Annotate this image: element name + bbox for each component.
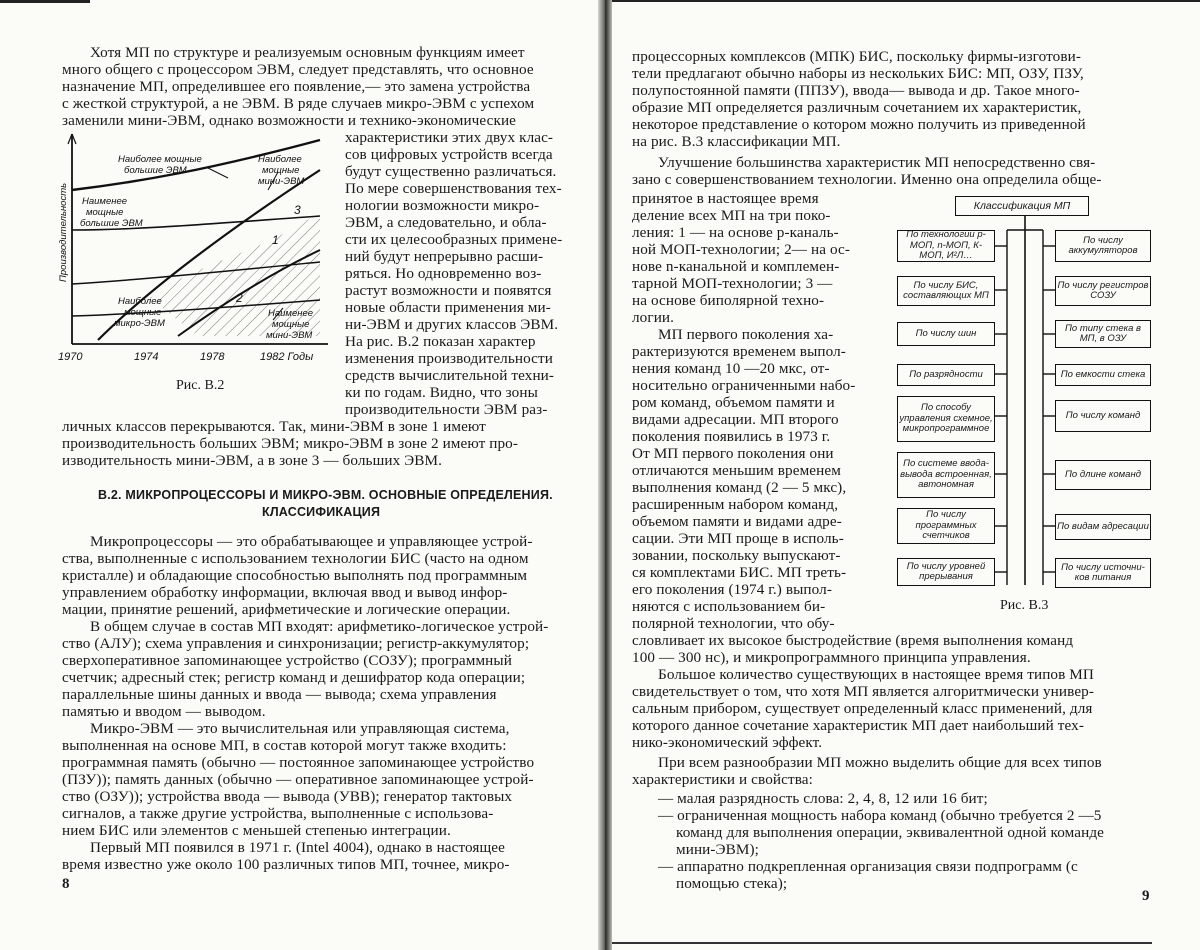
right-wrap-line: объемом памяти и видами адре-	[632, 513, 842, 530]
right-wrap-line: рактеризуются временем выпол-	[632, 343, 846, 360]
right-text-line: процессорных комплексов (МПК) БИС, поскольку фирмы-изготови-	[632, 48, 1082, 65]
left-body-line: параллельные шины данных и ввода — вывода; схема управления	[62, 686, 497, 703]
right-list-item-cont: помощью стека);	[676, 875, 788, 892]
right-wrap-line: полярной технологии, что обу-	[632, 615, 835, 632]
right-body-line: Большое количество существующих в настоящее время типов МП	[658, 666, 1094, 683]
left-body-line: управлением обработку информации, включая ввод и вывод инфор-	[62, 584, 508, 601]
left-wrap-line: средств вычислительной техни-	[345, 367, 555, 384]
left-wrap-line: новые области применения ми-	[345, 299, 551, 316]
right-wrap-line: логии.	[632, 309, 675, 326]
page-number-right: 9	[1142, 888, 1150, 904]
right-wrap-line: видами адресации. МП второго	[632, 411, 839, 428]
left-text-line: изводительность мини-ЭВМ, а в зоне 3 — больших ЭВМ.	[62, 452, 443, 469]
label-mini-top-1: Наиболее	[258, 154, 302, 165]
left-body-line: Микропроцессоры — это обрабатывающее и управляющее устрой-	[90, 533, 533, 550]
right-wrap-line: тарной МОП-технологии; 3 —	[632, 275, 833, 292]
right-wrap-line: выполнения команд (2 — 5 мкс),	[632, 479, 847, 496]
classification-right-box: По длине команд	[1055, 460, 1151, 490]
left-wrap-line: будут существенно различаться.	[345, 163, 557, 180]
left-wrap-line: На рис. В.2 показан характер	[345, 333, 536, 350]
label-mini-top-2: мощные	[262, 165, 300, 176]
right-list-item-cont: команд для выполнения операции, эквивалентной одной команде	[676, 824, 1105, 841]
left-wrap-line: растут возможности и появятся	[345, 282, 552, 299]
section-heading: В.2. МИКРОПРОЦЕССОРЫ И МИКРО-ЭВМ. ОСНОВНЫЕ ОПРЕДЕЛЕНИЯ.	[98, 488, 553, 502]
right-wrap-line: сации. Эти МП проще в исполь-	[632, 530, 844, 547]
right-text-line: некоторое представление о котором можно получить из приведенной	[632, 116, 1086, 133]
left-text-line: производительность больших ЭВМ; микро-ЭВМ в зоне 2 имеют про-	[62, 435, 518, 452]
classification-left-box: По числу программных счетчиков	[897, 508, 995, 544]
label-mini-top-3: мини-ЭВМ	[258, 176, 305, 187]
right-wrap-line: поколения появились в 1973 г.	[632, 428, 831, 445]
left-body-line: ство (ОЗУ)); устройства ввода — вывода (УВВ); генератор тактовых	[62, 788, 513, 805]
right-body-line: 100 — 300 нс), и микропрограммного принципа управления.	[632, 649, 1031, 666]
left-body-line: сигналов, а также другие устройства, выполненные с использова-	[62, 805, 494, 822]
classification-left-box: По способу управления схемное, микропрограммное	[897, 396, 995, 442]
x-tick-1978: 1978	[200, 351, 225, 363]
right-body-line: свидетельствует о том, что хотя МП является алгоритмически универ-	[632, 683, 1095, 700]
zone-2-label: 2	[236, 291, 243, 305]
right-body-line: нико-экономический эффект.	[632, 734, 823, 751]
classification-right-box: По числу аккумуляторов	[1055, 230, 1151, 262]
right-list-item: — ограниченная мощность набора команд (обычно требуется 2 —5	[658, 807, 1102, 824]
right-wrap-line: носительно ограниченными набо-	[632, 377, 856, 394]
x-tick-1970: 1970	[58, 351, 83, 363]
right-wrap-line: принятое в настоящее время	[632, 190, 819, 207]
scan-edge-top-left	[0, 0, 90, 3]
figure-b2-chart	[58, 130, 338, 370]
x-tick-1974: 1974	[134, 351, 159, 363]
left-wrap-line: По мере совершенствования тех-	[345, 180, 562, 197]
right-wrap-line: няются с использованием би-	[632, 598, 826, 615]
right-body-line: При всем разнообразии МП можно выделить общие для всех типов	[658, 754, 1102, 771]
label-big-top-1: Наиболее мощные	[118, 154, 202, 165]
left-text-line: назначение МП, определившее его появление,— это замена устройства	[62, 78, 531, 95]
label-big-low-2: мощные	[86, 207, 124, 218]
right-wrap-line: ром команд, объемом памяти и	[632, 394, 835, 411]
left-wrap-line: ний будут непрерывно расши-	[345, 248, 544, 265]
left-body-line: программная память (обычно — постоянное запоминающее устройство	[62, 754, 535, 771]
left-wrap-line: ки по годам. Видно, что зоны	[345, 384, 538, 401]
right-wrap-line: МП первого поколения ха-	[658, 326, 834, 343]
x-tick-1982: 1982 Годы	[260, 351, 314, 363]
left-body-line: памятью и вводом — выводом.	[62, 703, 266, 720]
figure-b3-caption: Рис. В.3	[1000, 598, 1049, 613]
right-wrap-line: деление всех МП на три поко-	[632, 207, 831, 224]
y-axis-label: Производительность	[58, 182, 69, 282]
right-text-line: полупостоянной памяти (ППЗУ), ввода— вывода и др. Такое много-	[632, 82, 1080, 99]
left-wrap-line: нологии возможности микро-	[345, 197, 540, 214]
label-big-low-3: большие ЭВМ	[80, 218, 143, 229]
left-body-line: Первый МП появился в 1971 г. (Intel 4004), однако в настоящее	[90, 839, 505, 856]
figure-b2-caption: Рис. В.2	[176, 378, 225, 393]
label-micro-top-2: мощные	[124, 307, 162, 318]
left-body-line: счетчик; адресный стек; регистр команд и дешифратор кода операции;	[62, 669, 526, 686]
classification-left-box: По числу шин	[897, 322, 995, 346]
classification-left-box: По технологии р-МОП, n-МОП, К-МОП, И²Л…	[897, 230, 995, 262]
classification-left-box: По системе ввода-вывода встроенная, автономная	[897, 452, 995, 498]
left-text-line: Хотя МП по структуре и реализуемым основным функциям имеет	[90, 44, 525, 61]
left-wrap-line: изменения производительности	[345, 350, 553, 367]
right-wrap-line: От МП первого поколения они	[632, 445, 834, 462]
left-body-line: ства, выполненные с использованием технологии БИС (часто на одном	[62, 550, 529, 567]
classification-left-box: По числу БИС, составляющих МП	[897, 276, 995, 306]
right-list-item: — аппаратно подкрепленная организация связи подпрограмм (с	[658, 858, 1078, 875]
left-body-line: кристалле) и обладающие способностью выполнять под программным	[62, 567, 528, 584]
right-text-line: Улучшение большинства характеристик МП непосредственно свя-	[658, 154, 1096, 171]
left-body-line: сверхоперативное запоминающее устройство (СОЗУ); программный	[62, 652, 512, 669]
book-gutter	[598, 0, 612, 950]
right-wrap-line: ся комплектами БИС. МП треть-	[632, 564, 847, 581]
label-big-low-1: Наименее	[82, 196, 128, 207]
left-wrap-line: производительности ЭВМ раз-	[345, 401, 548, 418]
label-big-top-2: большие ЭВМ	[124, 165, 187, 176]
left-wrap-line: ряться. Но одновременно воз-	[345, 265, 542, 282]
label-mini-low-3: мини-ЭВМ	[266, 330, 313, 341]
right-text-line: зано с совершенствованием технологии. Именно она определила обще-	[632, 171, 1102, 188]
scan-edge-bottom-right	[612, 942, 1152, 944]
left-body-line: В общем случае в состав МП входят: арифметико-логическое устрой-	[90, 618, 549, 635]
right-list-item: — малая разрядность слова: 2, 4, 8, 12 или 16 бит;	[658, 790, 988, 807]
label-micro-top-1: Наиболее	[118, 296, 162, 307]
right-wrap-line: ной МОП-технологии; 2— на ос-	[632, 241, 851, 258]
left-text-line: заменили мини-ЭВМ, однако возможности и технико-экономические	[62, 112, 517, 129]
left-body-line: (ПЗУ)); память данных (обычно — оперативное запоминающее устрой-	[62, 771, 534, 788]
classification-left-box: По разрядности	[897, 364, 995, 386]
label-mini-low-2: мощные	[272, 319, 310, 330]
classification-root-box: Классификация МП	[955, 196, 1089, 216]
right-body-line: которого данное сочетание характеристик МП дает наибольший тех-	[632, 717, 1085, 734]
left-wrap-line: ЭВМ, а следовательно, и обла-	[345, 214, 547, 231]
left-wrap-line: характеристики этих двух клас-	[345, 129, 554, 146]
left-body-line: ство (АЛУ); схема управления и синхронизации; регистр-аккумулятор;	[62, 635, 530, 652]
classification-right-box: По видам адресации	[1055, 514, 1151, 540]
zone-3-label: 3	[294, 203, 301, 217]
label-mini-low-1: Наименее	[268, 308, 314, 319]
left-wrap-line: сти их целесообразных примене-	[345, 231, 563, 248]
zone-1-label: 1	[272, 233, 279, 247]
page-number-left: 8	[62, 876, 70, 892]
left-body-line: выполненная на основе МП, в состав которой могут также входить:	[62, 737, 507, 754]
scan-edge-top-right	[612, 0, 1200, 2]
classification-right-box: По типу стека в МП, в ОЗУ	[1055, 320, 1151, 348]
right-wrap-line: нения команд 10 —20 мкс, от-	[632, 360, 830, 377]
right-text-line: образие МП определяется различным сочетанием их характеристик,	[632, 99, 1082, 116]
right-wrap-line: ления: 1 — на основе р-каналь-	[632, 224, 839, 241]
right-wrap-line: на основе биполярной техно-	[632, 292, 825, 309]
left-text-line: с жесткой структурой, а не ЭВМ. В ряде случаев микро-ЭВМ с успехом	[62, 95, 535, 112]
right-body-line: словливает их высокое быстродействие (время выполнения команд	[632, 632, 1074, 649]
right-text-line: тели предлагают обычно наборы из нескольких БИС: МП, ОЗУ, ПЗУ,	[632, 65, 1084, 82]
left-wrap-line: сов цифровых устройств всегда	[345, 146, 553, 163]
right-wrap-line: нове n-канальной и комплемен-	[632, 258, 840, 275]
right-list-item-cont: мини-ЭВМ);	[676, 841, 759, 858]
section-heading-2: КЛАССИФИКАЦИЯ	[262, 505, 381, 519]
classification-right-box: По числу источни- ков питания	[1055, 558, 1151, 588]
classification-left-box: По числу уровней прерывания	[897, 558, 995, 586]
left-body-line: мации, принятие решений, арифметические и логические операции.	[62, 601, 511, 618]
left-body-line: Микро-ЭВМ — это вычислительная или управляющая система,	[90, 720, 510, 737]
classification-right-box: По числу команд	[1055, 400, 1151, 432]
right-body-line: характеристики и свойства:	[632, 771, 813, 788]
left-body-line: нием БИС или элементов с меньшей степенью интеграции.	[62, 822, 451, 839]
right-body-line: сальным прибором, существует определенный класс применений, для	[632, 700, 1093, 717]
classification-right-box: По емкости стека	[1055, 364, 1151, 386]
right-text-line: на рис. В.3 классификации МП.	[632, 133, 841, 150]
right-wrap-line: зовании, поскольку выпускают-	[632, 547, 841, 564]
classification-right-box: По числу регистров СОЗУ	[1055, 276, 1151, 306]
label-micro-top-3: микро-ЭВМ	[114, 318, 165, 329]
left-text-line: много общего с процессором ЭВМ, следует представлять, что основное	[62, 61, 534, 78]
right-wrap-line: отличаются меньшим временем	[632, 462, 841, 479]
left-body-line: время известно уже около 100 различных типов МП, точнее, микро-	[62, 856, 510, 873]
left-text-line: личных классов перекрываются. Так, мини-ЭВМ в зоне 1 имеют	[62, 418, 486, 435]
left-wrap-line: ни-ЭВМ и других классов ЭВМ.	[345, 316, 559, 333]
right-wrap-line: расширенным набором команд,	[632, 496, 839, 513]
right-wrap-line: его поколения (1974 г.) выпол-	[632, 581, 832, 598]
